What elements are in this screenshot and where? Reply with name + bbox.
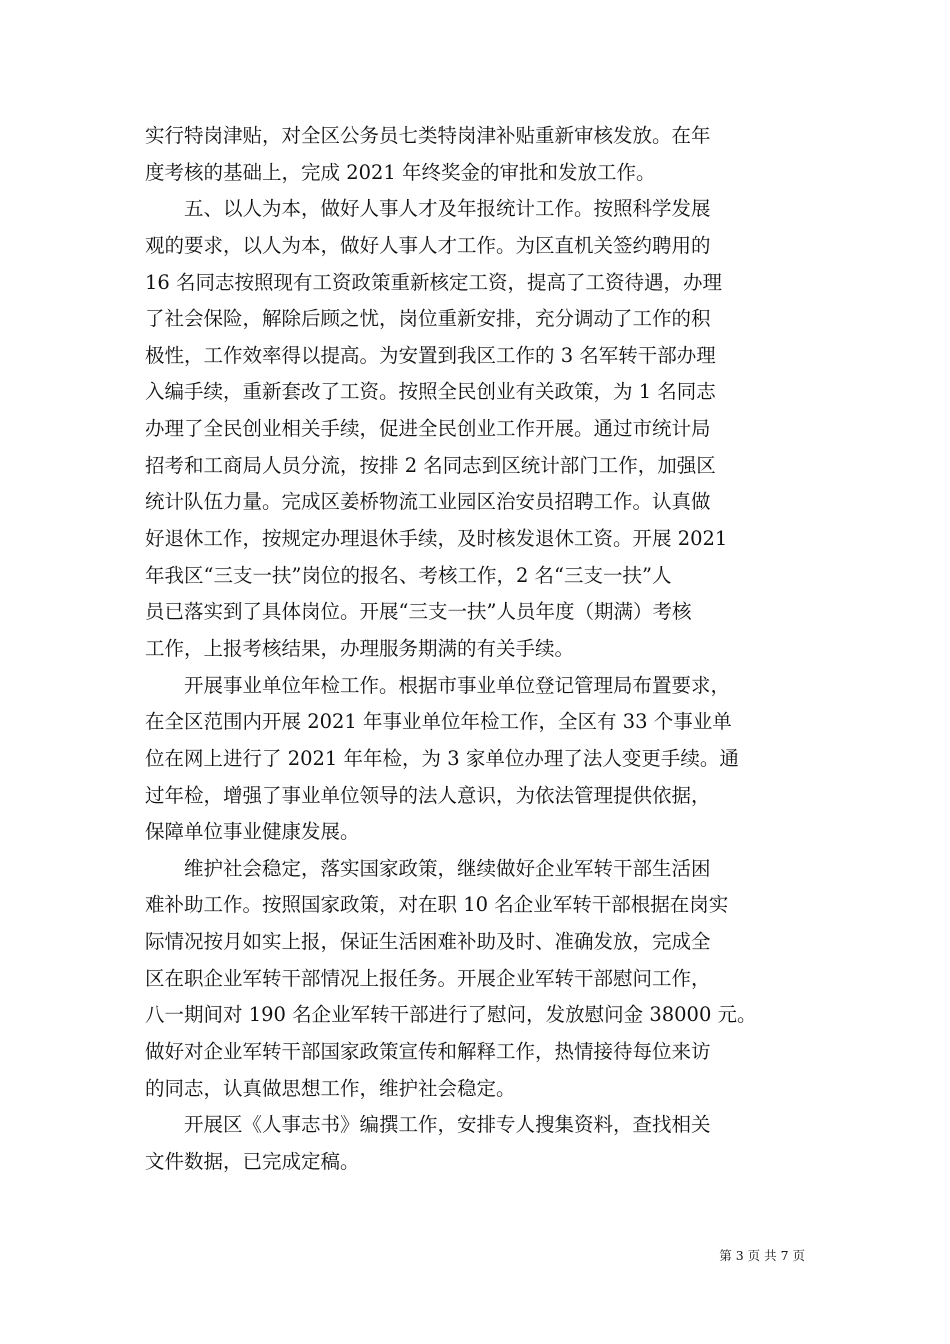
text-line: 好退休工作，按规定办理退休手续，及时核发退休工资。开展 2021 xyxy=(145,527,728,551)
text-line: 招考和工商局人员分流，按排 2 名同志到区统计部门工作，加强区 xyxy=(145,453,716,477)
text-line: 办理了全民创业相关手续，促进全民创业工作开展。通过市统计局 xyxy=(145,417,711,441)
text-line: 际情况按月如实上报，保证生活困难补助及时、准确发放，完成全 xyxy=(145,930,711,954)
text-line: 16 名同志按照现有工资政策重新核定工资，提高了工资待遇，办理 xyxy=(145,270,723,294)
text-line: 实行特岗津贴，对全区公务员七类特岗津补贴重新审核发放。在年 xyxy=(145,124,711,147)
text-line: 在全区范围内开展 2021 年事业单位年检工作，全区有 33 个事业单 xyxy=(145,710,732,734)
paragraph-start-line: 开展事业单位年检工作。根据市事业单位登记管理局布置要求， xyxy=(184,673,731,697)
text-line: 年我区“三支一扶”岗位的报名、考核工作，2 名“三支一扶”人 xyxy=(145,563,672,587)
paragraph-start-line: 五、以人为本，做好人事人才及年报统计工作。按照科学发展 xyxy=(184,197,711,221)
text-line: 统计队伍力量。完成区姜桥物流工业园区治安员招聘工作。认真做 xyxy=(145,490,711,514)
text-line: 的同志，认真做思想工作，维护社会稳定。 xyxy=(145,1076,516,1100)
text-line: 难补助工作。按照国家政策，对在职 10 名企业军转干部根据在岗实 xyxy=(145,893,729,917)
paragraph-start-line: 开展区《人事志书》编撰工作，安排专人搜集资料，查找相关 xyxy=(184,1113,711,1137)
text-line: 区在职企业军转干部情况上报任务。开展企业军转干部慰问工作， xyxy=(145,966,711,990)
page-number-footer: 第 3 页 共 7 页 xyxy=(719,1248,805,1263)
text-line: 保障单位事业健康发展。 xyxy=(145,820,360,844)
text-line: 了社会保险，解除后顾之忧，岗位重新安排，充分调动了工作的积 xyxy=(145,307,711,331)
text-line: 入编手续，重新套改了工资。按照全民创业有关政策，为 1 名同志 xyxy=(145,380,716,404)
text-line: 八一期间对 190 名企业军转干部进行了慰问，发放慰问金 38000 元。 xyxy=(145,1003,757,1027)
text-line: 做好对企业军转干部国家政策宣传和解释工作，热情接待每位来访 xyxy=(145,1040,711,1064)
text-line: 文件数据，已完成定稿。 xyxy=(145,1149,360,1173)
text-line: 观的要求，以人为本，做好人事人才工作。为区直机关签约聘用的 xyxy=(145,233,711,257)
text-line: 度考核的基础上，完成 2021 年终奖金的审批和发放工作。 xyxy=(145,160,656,184)
paragraph-start-line: 维护社会稳定，落实国家政策，继续做好企业军转干部生活困 xyxy=(184,856,711,880)
text-line: 工作，上报考核结果，办理服务期满的有关手续。 xyxy=(145,636,575,660)
text-line: 过年检，增强了事业单位领导的法人意识，为依法管理提供依据， xyxy=(145,783,711,807)
text-line: 极性，工作效率得以提高。为安置到我区工作的 3 名军转干部办理 xyxy=(145,343,716,367)
document-body xyxy=(145,118,805,1181)
text-line: 位在网上进行了 2021 年年检，为 3 家单位办理了法人变更手续。通 xyxy=(145,746,739,770)
text-line: 员已落实到了具体岗位。开展“三支一扶”人员年度（期满）考核 xyxy=(145,600,692,624)
